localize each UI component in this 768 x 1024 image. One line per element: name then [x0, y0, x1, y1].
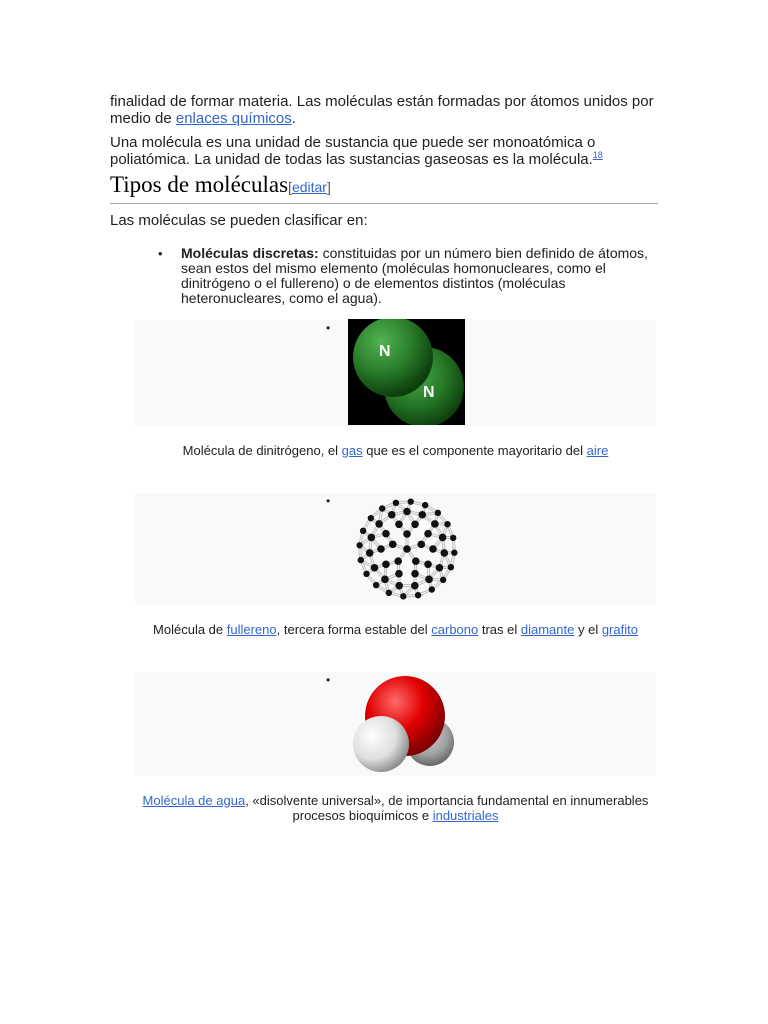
carbon-atom — [363, 571, 369, 577]
link-enlaces-quimicos[interactable]: enlaces químicos — [175, 110, 292, 127]
link-fullereno[interactable]: fullereno — [226, 622, 277, 637]
carbon-atom — [412, 557, 420, 565]
carbon-atom — [379, 505, 385, 511]
link-molecula-de-agua[interactable]: Molécula de agua — [142, 793, 246, 808]
carbon-atom — [377, 545, 385, 553]
atom-label-n1: N — [379, 343, 391, 360]
carbon-atom — [424, 560, 432, 568]
carbon-atom — [429, 545, 437, 553]
caption-fullerene — [135, 622, 656, 637]
carbon-atom — [451, 550, 457, 556]
carbon-atom — [394, 557, 402, 565]
carbon-atom — [429, 586, 435, 592]
carbon-atom — [417, 541, 425, 549]
carbon-atom — [395, 570, 403, 578]
caption-water — [135, 793, 656, 823]
carbon-atom — [393, 500, 399, 506]
link-diamante[interactable]: diamante — [520, 622, 575, 637]
caption-text: Molécula de dinitrógeno, el — [182, 443, 342, 458]
carbon-atom — [418, 511, 426, 519]
carbon-atom — [435, 510, 441, 516]
link-grafito[interactable]: grafito — [601, 622, 638, 637]
carbon-atom — [395, 520, 403, 528]
caption-text: Molécula de — [153, 622, 227, 637]
carbon-atom — [360, 528, 366, 534]
list-item-text: constituidas por un número bien definido de átomos, sean estos del mismo elemento (moléculas homonucleares, como el dinitrógeno o el fullereno) o de elementos distintos (moléculas heteronucleares, como el agua). — [181, 245, 648, 306]
carbon-atom — [411, 570, 419, 578]
carbon-atom — [356, 542, 362, 548]
water-molecule-image[interactable] — [350, 674, 462, 774]
article-content — [110, 93, 658, 306]
carbon-atom — [425, 576, 433, 584]
paragraph-text-end: . — [291, 110, 296, 127]
carbon-atom — [375, 520, 383, 528]
bullet: • — [158, 246, 163, 261]
carbon-atom — [415, 592, 421, 598]
link-carbono[interactable]: carbono — [431, 622, 479, 637]
carbon-atom — [382, 560, 390, 568]
carbon-atom — [371, 564, 379, 572]
carbon-atom — [424, 530, 432, 538]
carbon-atom — [444, 521, 450, 527]
carbon-atom — [368, 534, 376, 542]
reference-link[interactable]: 18 — [592, 150, 603, 160]
section-heading — [110, 172, 658, 204]
caption-dinitrogen — [135, 443, 656, 458]
gallery-item-fullerene — [135, 493, 656, 605]
carbon-atom — [450, 535, 456, 541]
carbon-atom — [440, 549, 448, 557]
carbon-atom — [368, 515, 374, 521]
carbon-atom — [358, 557, 364, 563]
carbon-atom — [400, 593, 406, 599]
caption-text: , tercera forma estable del — [276, 622, 432, 637]
carbon-atom — [440, 577, 446, 583]
carbon-atom — [386, 590, 392, 596]
paragraph-molecule-definition — [110, 134, 658, 168]
caption-text: , «disolvente universal», de importancia fundamental en innumerables procesos bioquímicos e — [245, 793, 649, 823]
carbon-atom — [389, 541, 397, 549]
carbon-atom — [422, 502, 428, 508]
molecule-types-list — [110, 246, 658, 306]
gallery-item-dinitrogen — [135, 320, 656, 426]
carbon-atom — [431, 520, 439, 528]
edit-section-link[interactable]: editar — [291, 179, 327, 195]
gallery-bullet: • — [326, 321, 331, 335]
edit-bracket-open: [ — [288, 179, 292, 195]
carbon-atom — [403, 530, 411, 538]
gallery-bullet: • — [326, 494, 331, 508]
atom-label-n2: N — [423, 384, 435, 401]
carbon-atom — [381, 576, 389, 584]
paragraph-text: finalidad de formar materia. Las moléculas están formadas por átomos unidos por medio de — [110, 93, 654, 127]
carbon-atom — [366, 549, 374, 557]
link-gas[interactable]: gas — [341, 443, 363, 458]
dinitrogen-molecule-image[interactable] — [348, 319, 465, 425]
list-item — [110, 246, 658, 306]
edit-bracket-close: ] — [326, 179, 331, 195]
edit-section — [288, 179, 331, 195]
fullerene-molecule-image[interactable] — [352, 495, 462, 603]
link-industriales[interactable]: industriales — [432, 808, 499, 823]
carbon-atom — [403, 508, 411, 516]
paragraph-molecules-formation — [110, 93, 658, 127]
carbon-atom — [382, 530, 390, 538]
carbon-atom — [439, 534, 447, 542]
caption-text: tras el — [478, 622, 521, 637]
carbon-atom — [408, 498, 414, 504]
intro-text: Las moléculas se pueden clasificar en: — [110, 212, 368, 229]
caption-text: y el — [574, 622, 602, 637]
carbon-atom — [411, 582, 419, 590]
carbon-atom — [411, 520, 419, 528]
caption-text: que es el componente mayoritario del — [362, 443, 587, 458]
list-item-term: Moléculas discretas: — [181, 245, 319, 261]
gallery-bullet: • — [326, 673, 331, 687]
carbon-atom — [395, 582, 403, 590]
section-title: Tipos de moléculas — [110, 172, 289, 197]
link-aire[interactable]: aire — [586, 443, 609, 458]
carbon-atom — [436, 564, 444, 572]
carbon-atom — [403, 545, 411, 553]
carbon-atom — [448, 564, 454, 570]
paragraph-text: Una molécula es una unidad de sustancia que puede ser monoatómica o poliatómica. La unidad de todas las sustancias gaseosas es la molécula. — [110, 134, 596, 168]
carbon-atom — [388, 511, 396, 519]
carbon-atom — [373, 582, 379, 588]
gallery-item-water — [135, 672, 656, 776]
